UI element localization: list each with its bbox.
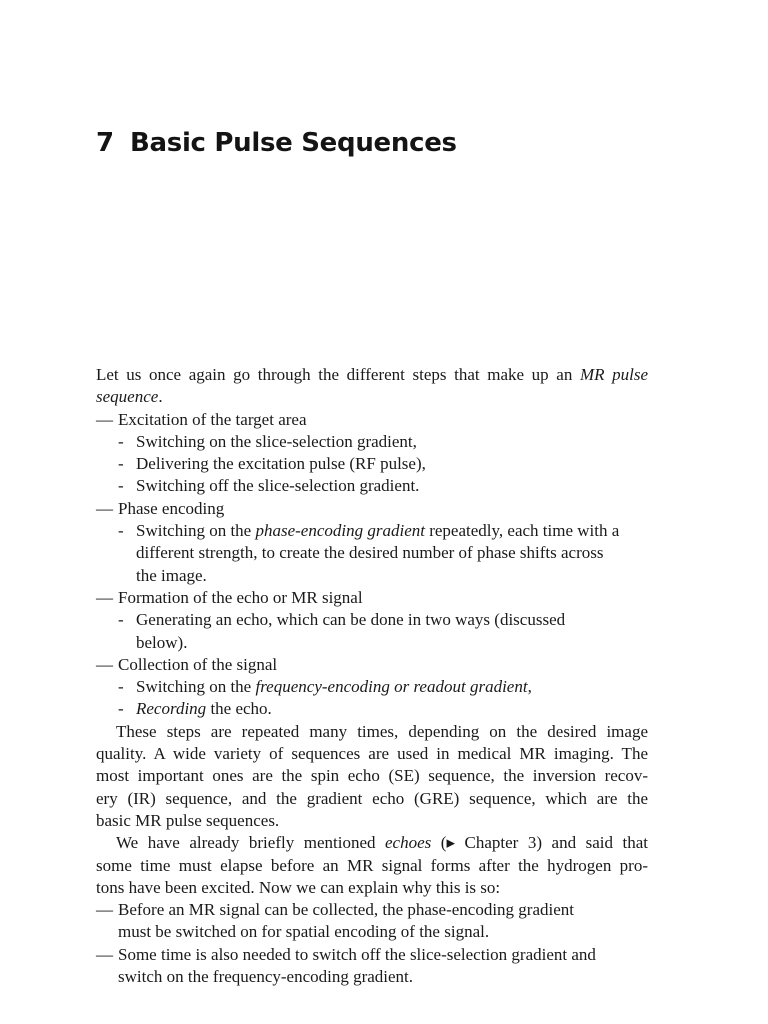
list-item-phase-encoding: — Phase encoding (96, 498, 225, 518)
sub-item: - Switching on the phase-encoding gradient repeatedly, each time with a (118, 521, 620, 541)
chapter-heading (96, 128, 457, 158)
body-text (96, 364, 648, 988)
intro-line-1: Let us once again go through the different steps that make up an MR pulse (96, 365, 648, 384)
paragraph-line: most important ones are the spin echo (SE) sequence, the inversion recov- (96, 766, 648, 786)
paragraph-line: ery (IR) sequence, and the gradient echo (GRE) sequence, which are the (96, 788, 648, 808)
list-item-collection: — Collection of the signal (96, 654, 278, 674)
paragraph-line: some time must elapse before an MR signal forms after the hydrogen pro- (96, 855, 648, 875)
paragraph-line: We have already briefly mentioned echoes (▸ Chapter 3) and said that (116, 833, 648, 853)
sub-item: - Switching on the frequency-encoding or readout gradient, (118, 677, 532, 697)
chapter-number: 7 (96, 128, 114, 158)
list-item-continuation: must be switched on for spatial encoding of the signal. (118, 922, 490, 942)
list-item-excitation: — Excitation of the target area (96, 409, 307, 429)
chapter-title: Basic Pulse Sequences (130, 128, 457, 158)
sub-item: - Delivering the excitation pulse (RF pulse), (118, 454, 426, 474)
sub-item: - Switching off the slice-selection gradient. (118, 476, 420, 496)
sub-item: - Switching on the slice-selection gradient, (118, 431, 417, 451)
paragraph-line: These steps are repeated many times, depending on the desired image (116, 721, 648, 741)
paragraph-line: quality. A wide variety of sequences are used in medical MR imaging. The (96, 744, 648, 764)
paragraph-line: basic MR pulse sequences. (96, 810, 280, 830)
list-item-reason: — Some time is also needed to switch off the slice-selection gradient and (96, 944, 596, 964)
sub-item: - Recording the echo. (118, 699, 272, 719)
intro-line-2: sequence. (96, 387, 163, 407)
sub-item-continuation: below). (136, 632, 188, 652)
sub-item-continuation: the image. (136, 565, 207, 585)
list-item-continuation: switch on the frequency-encoding gradient. (118, 967, 414, 987)
list-item-formation: — Formation of the echo or MR signal (96, 587, 363, 607)
list-item-reason: — Before an MR signal can be collected, the phase-encoding gradient (96, 900, 574, 920)
paragraph-line: tons have been excited. Now we can explain why this is so: (96, 877, 501, 897)
sub-item: - Generating an echo, which can be done in two ways (discussed (118, 610, 566, 630)
sub-item-continuation: different strength, to create the desired number of phase shifts across (136, 543, 604, 563)
